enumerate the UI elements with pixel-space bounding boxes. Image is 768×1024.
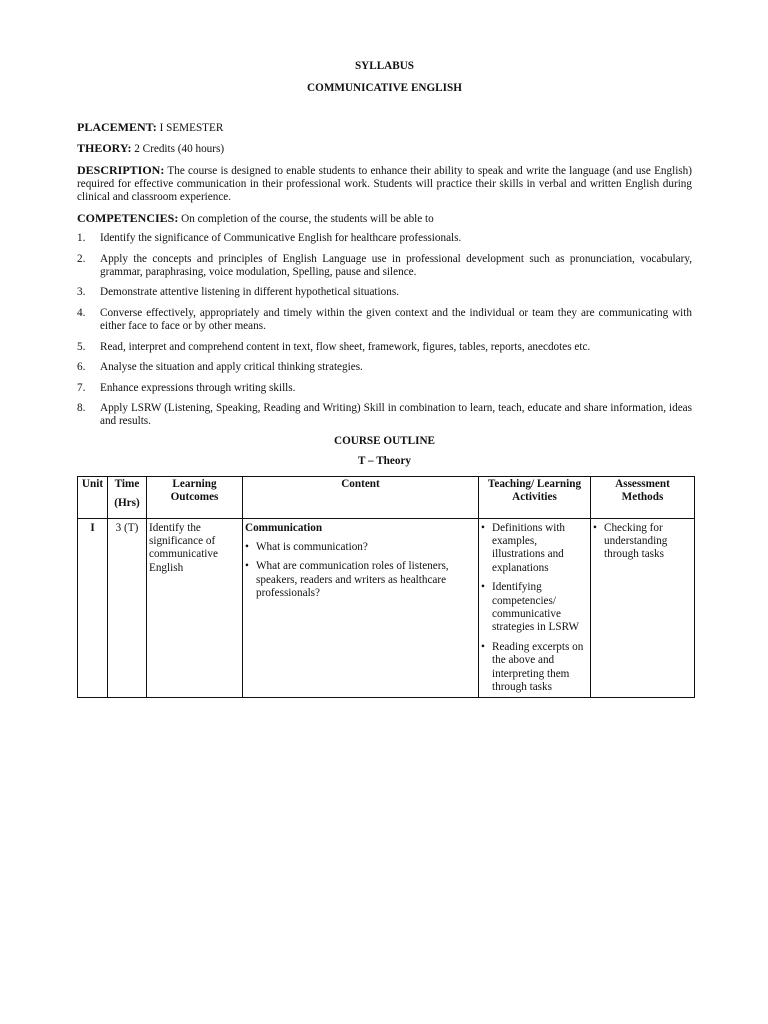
description-paragraph: [77, 164, 692, 205]
description-label: DESCRIPTION:: [77, 162, 165, 177]
content-heading: Communication: [245, 521, 323, 534]
list-item: • What are communication roles of listeners, speakers, readers and writers as healthcare professionals?: [245, 560, 449, 600]
course-outline-subtitle: T – Theory: [357, 455, 412, 468]
course-outline-title: COURSE OUTLINE: [333, 434, 436, 447]
list-item: • Reading excerpts on the above and interpreting them through tasks: [481, 640, 584, 693]
list-item: 4. Converse effectively, appropriately and timely within the given context and the individual or team they are communicating with either face to face or by other means.: [77, 306, 692, 333]
placement-value: I SEMESTER: [159, 121, 224, 134]
content-list: [245, 541, 476, 601]
list-item: 5. Read, interpret and comprehend content in text, flow sheet, framework, figures, tables, reports, anecdotes etc.: [77, 340, 591, 353]
competencies-text: On completion of the course, the students will be able to: [181, 212, 434, 225]
page-title: SYLLABUS: [354, 60, 415, 72]
list-item: 7. Enhance expressions through writing skills.: [77, 381, 296, 394]
theory-value: 2 Credits (40 hours): [134, 143, 225, 156]
list-item: 8. Apply LSRW (Listening, Speaking, Reading and Writing) Skill in combination to learn, teach, educate and share information, ideas and results.: [77, 401, 692, 428]
column-header-assessment-methods: Assessment Methods: [591, 476, 695, 518]
teaching-list: [481, 522, 588, 695]
column-header-content: Content: [243, 476, 479, 518]
learning-outcome-cell: Identify the significance of communicative English: [147, 518, 243, 698]
competencies-label: COMPETENCIES:: [77, 210, 179, 225]
column-header-learning-outcomes: Learning Outcomes: [147, 476, 243, 518]
description-text: The course is designed to enable students to enhance their ability to speak and write the language (and use English) required for effective communication in their professional work. Students will practice their skills in verbal and written English during clinical and classroom experience.: [77, 164, 692, 204]
list-item: 1. Identify the significance of Communicative English for healthcare professionals.: [77, 232, 462, 245]
content-cell: [243, 518, 479, 698]
list-item: 3. Demonstrate attentive listening in different hypothetical situations.: [77, 286, 399, 299]
column-header-unit: Unit: [78, 476, 108, 518]
list-item: • Identifying competencies/ communicative strategies in LSRW: [481, 581, 580, 634]
placement-line: [77, 121, 692, 135]
table-row: [78, 518, 695, 698]
course-outline-table: [77, 476, 695, 699]
list-item: • Checking for understanding through tasks: [593, 521, 668, 561]
theory-label: THEORY:: [77, 141, 132, 156]
competencies-list: [77, 232, 692, 428]
competencies-intro: [77, 212, 692, 226]
column-header-teaching-activities: Teaching/ Learning Activities: [479, 476, 591, 518]
time-cell: 3 (T): [108, 518, 147, 698]
column-header-time: Time (Hrs): [108, 476, 147, 518]
list-item: • Definitions with examples, illustrations and explanations: [481, 521, 566, 574]
placement-label: PLACEMENT:: [77, 119, 157, 134]
table-header-row: [78, 476, 695, 518]
document-page: [77, 60, 692, 698]
list-item: 6. Analyse the situation and apply critical thinking strategies.: [77, 361, 363, 374]
theory-line: [77, 142, 692, 156]
list-item: • What is communication?: [245, 540, 368, 553]
list-item: 2. Apply the concepts and principles of English Language use in professional development such as pronunciation, vocabulary, grammar, paraphrasing, voice modulation, Spelling, pause and silence.: [77, 252, 692, 279]
assessment-list: [593, 522, 692, 562]
assessment-methods-cell: [591, 518, 695, 698]
teaching-activities-cell: [479, 518, 591, 698]
unit-cell: I: [78, 518, 108, 698]
page-subtitle: COMMUNICATIVE ENGLISH: [307, 82, 462, 95]
